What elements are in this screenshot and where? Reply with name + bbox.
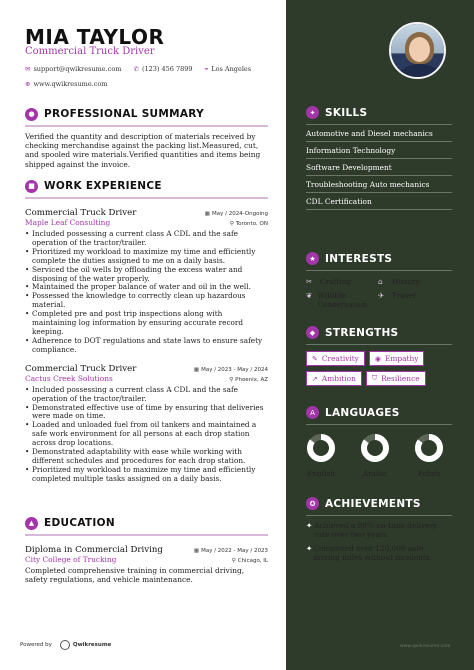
- website-link[interactable]: www.qwikresume.com: [33, 80, 108, 88]
- rocket-icon: ➚: [312, 374, 318, 383]
- brand-link[interactable]: Qwikresume: [72, 642, 112, 648]
- strength-tag: [306, 351, 365, 366]
- achievements-section: [306, 497, 452, 562]
- candidate-name: MIA TAYLOR: [25, 25, 165, 49]
- strength-label: Resilience: [381, 374, 420, 383]
- bullet-item: • Adherence to DOT regulations and state laws to ensure safety compliance.: [25, 337, 268, 355]
- profile-photo: [389, 22, 446, 79]
- trophy-icon: ✦: [306, 544, 313, 553]
- language-label: Arabic: [362, 469, 388, 478]
- achievement-text: Achieved a 98% on-time delivery rate over two years.: [314, 521, 438, 539]
- achievements-heading: ACHIEVEMENTS: [325, 497, 421, 510]
- language-item: [414, 433, 444, 478]
- briefcase-icon: ■: [25, 180, 38, 193]
- job-title: Commercial Truck Driver: [25, 363, 137, 374]
- skill-item: Software Development: [306, 159, 452, 176]
- education-text: Completed comprehensive training in commercial driving, safety regulations, and vehicle maintenance.: [25, 566, 245, 585]
- phone-text: (123) 456 7899: [141, 65, 193, 73]
- job-entry: [25, 208, 268, 355]
- summary-heading: PROFESSIONAL SUMMARY: [44, 108, 205, 120]
- website-line: [25, 80, 107, 88]
- interest-label: History: [392, 277, 420, 286]
- achievement-item: [306, 544, 452, 562]
- section-divider: [306, 270, 452, 271]
- trophy-icon: ✦: [306, 521, 313, 530]
- job-dates: May / 2024-Ongoing: [211, 211, 268, 217]
- interest-label: Crafting: [320, 277, 352, 286]
- brush-icon: ✎: [312, 354, 318, 363]
- education-dates: May / 2022 - May / 2023: [201, 548, 268, 554]
- experience-heading: WORK EXPERIENCE: [44, 180, 162, 192]
- calendar-icon: ▦: [204, 211, 210, 217]
- pin-icon: ⚲: [231, 558, 236, 564]
- job-location: Phoenix, AZ: [235, 376, 268, 383]
- bullet-item: • Demonstrated adaptability with ease while working with different schedules and procedures for each drop station.: [25, 448, 268, 466]
- company-name: Maple Leaf Consulting: [25, 218, 111, 227]
- strength-label: Empathy: [384, 354, 419, 363]
- experience-section: [25, 178, 268, 484]
- interest-label: Travel: [392, 291, 416, 300]
- interests-section: [306, 252, 452, 309]
- education-location: Chicago, IL: [237, 558, 268, 564]
- skills-heading: SKILLS: [325, 106, 368, 119]
- language-item: [306, 433, 336, 478]
- pin-icon: ⚲: [229, 376, 234, 383]
- school-name: City College of Trucking: [25, 555, 117, 564]
- bullet-item: • Completed pre and post trip inspections along with maintaining log information by ensuring accurate record keeping.: [25, 310, 268, 337]
- section-divider: [25, 197, 268, 199]
- strength-label: Creativity: [321, 354, 359, 363]
- interests-heading: INTERESTS: [325, 252, 393, 265]
- calendar-icon: ▦: [193, 548, 200, 554]
- medal-icon: ✪: [306, 497, 319, 510]
- strengths-heading: STRENGTHS: [325, 326, 399, 339]
- interest-item: [378, 277, 450, 286]
- strength-tag: [306, 371, 362, 386]
- graduation-cap-icon: ▲: [25, 517, 38, 530]
- section-divider: [306, 424, 452, 425]
- email-link[interactable]: support@qwikresume.com: [33, 65, 122, 73]
- bullet-item: • Included possessing a current class A CDL and the safe operation of the tractor/trailer.: [25, 230, 268, 248]
- bullet-item: • Included possessing a current class A CDL and the safe operation of the tractor/trailer.: [25, 386, 268, 404]
- user-icon: ●: [25, 108, 38, 121]
- language-level-ring: [414, 433, 444, 463]
- scissors-icon: ✂: [306, 277, 313, 286]
- summary-text: Verified the quantity and description of materials received by checking merchandise against the packing list.Measured, cut, and spooled wire materials.Verified quantities and items being shipped against the invoice.: [25, 132, 261, 169]
- language-label: Polish: [417, 469, 441, 478]
- email-icon: ✉: [25, 65, 31, 73]
- calendar-icon: ▦: [193, 366, 200, 373]
- company-name: Cactus Creek Solutions: [25, 373, 113, 383]
- trophy-icon: ◆: [306, 326, 319, 339]
- skill-item: Information Technology: [306, 142, 452, 159]
- strengths-section: [306, 326, 452, 386]
- location-text: Los Angeles: [211, 65, 252, 73]
- language-item: [360, 433, 390, 478]
- degree-title: Diploma in Commercial Driving: [25, 545, 163, 555]
- job-location: Toronto, ON: [235, 221, 268, 227]
- lightbulb-icon: ✦: [306, 106, 319, 119]
- shield-icon: ⛉: [371, 374, 378, 382]
- bullet-item: • Serviced the oil wells by offloading the excess water and disposing of the water properly.: [25, 266, 268, 284]
- bullet-item: • Demonstrated effective use of time by ensuring that deliveries were made on time.: [25, 404, 268, 422]
- achievement-text: Completed over 120,000 safe driving miles without incidents.: [313, 544, 433, 562]
- bullet-item: • Prioritized my workload to maximize my time and efficiently completed multiple tasks assigned on a daily basis.: [25, 466, 268, 484]
- language-level-ring: [306, 433, 336, 463]
- strength-tag: [366, 371, 426, 386]
- globe-icon: ⊕: [25, 80, 31, 88]
- languages-section: [306, 406, 452, 478]
- footer: [20, 640, 111, 650]
- bullet-item: • Loaded and unloaded fuel from oil tankers and maintained a safe work environment for all persons at each drop station across drop locations.: [25, 421, 268, 448]
- section-divider: [25, 125, 268, 127]
- skills-section: [306, 106, 452, 210]
- eye-icon: ◉: [374, 354, 381, 363]
- job-entry: [25, 364, 268, 484]
- plane-icon: ✈: [378, 291, 385, 300]
- bullet-item: • Prioritized my workload to maximize my time and efficiently complete the duties assigned to me on a daily basis.: [25, 248, 268, 266]
- contact-line: [25, 65, 261, 74]
- languages-heading: LANGUAGES: [325, 406, 400, 419]
- skill-item: Troubleshooting Auto mechanics: [306, 176, 452, 193]
- section-divider: [306, 515, 452, 516]
- skill-item: Automotive and Diesel mechanics: [306, 125, 452, 142]
- leaf-icon: ❦: [306, 291, 313, 300]
- star-icon: ★: [306, 252, 319, 265]
- footer-url: www.qwikresume.com: [400, 644, 451, 649]
- language-level-ring: [360, 433, 390, 463]
- powered-by-text: Powered by: [20, 642, 52, 648]
- candidate-title: Commercial Truck Driver: [25, 46, 155, 57]
- section-divider: [25, 534, 268, 536]
- achievement-item: [306, 521, 452, 539]
- language-label: English: [306, 469, 336, 478]
- interest-label: Wildlife Conservation: [317, 291, 368, 309]
- interest-item: [306, 277, 378, 286]
- job-bullets: [25, 230, 268, 355]
- landmark-icon: ⌂: [378, 277, 383, 286]
- bullet-item: • Possessed the knowledge to correctly clean up hazardous material.: [25, 292, 268, 310]
- interest-item: [306, 291, 378, 309]
- location-icon: ⌖: [204, 65, 209, 73]
- section-divider: [306, 344, 452, 345]
- phone-icon: ✆: [133, 65, 139, 73]
- pin-icon: ⚲: [229, 221, 234, 227]
- strength-label: Ambition: [321, 374, 356, 383]
- job-bullets: [25, 386, 268, 484]
- education-section: [25, 515, 268, 584]
- summary-section: [25, 106, 268, 169]
- job-dates: May / 2023 - May / 2024: [201, 366, 268, 373]
- strength-tag: [369, 351, 425, 366]
- skill-item: CDL Certification: [306, 193, 452, 210]
- language-icon: A: [306, 406, 319, 419]
- interest-item: [378, 291, 450, 309]
- job-title: Commercial Truck Driver: [25, 208, 137, 218]
- education-heading: EDUCATION: [44, 517, 115, 529]
- bullet-item: • Maintained the proper balance of water and oil in the well.: [25, 283, 268, 292]
- qwikresume-logo-icon: [60, 640, 70, 650]
